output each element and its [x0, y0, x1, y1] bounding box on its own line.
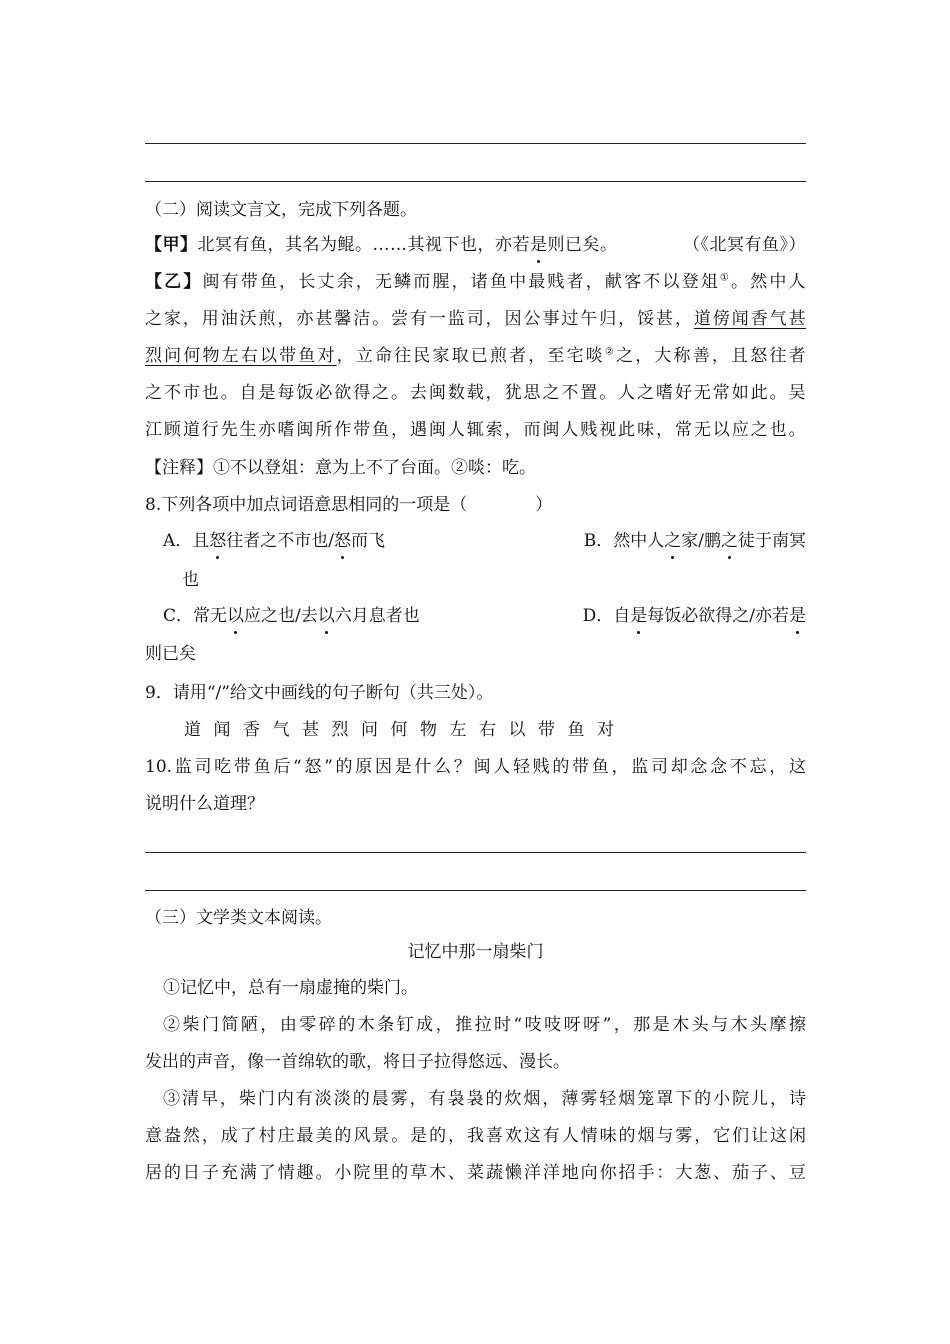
answer-line: [145, 181, 806, 182]
answer-line: [145, 852, 806, 853]
passage-yi-line: 【乙】闽有带鱼，长丈余，无鳞而腥，诸鱼中最贱者，献客不以登俎①。然中人: [145, 272, 807, 292]
underlined-sentence: 道傍闻香气甚: [693, 309, 807, 329]
option-d-wrap: 则已矣: [145, 644, 196, 664]
option-d: D．自是每饭必欲得之/亦若是: [582, 606, 806, 626]
question-8-stem: 8.下列各项中加点词语意思相同的一项是（ ）: [145, 495, 553, 515]
option-a: A．且怒往者之不市也/怒而飞: [163, 531, 386, 551]
paragraph-line: ②柴门简陋，由零碎的木条钉成，推拉时“吱吱呀呀”，那是木头与木头摩擦: [163, 1015, 806, 1035]
dotted-word: 是: [530, 235, 548, 255]
question-9-stem: 9．请用“/”给文中画线的句子断句（共三处）。: [145, 683, 494, 703]
paragraph-line: 居的日子充满了情趣。小院里的草木、菜蔬懒洋洋地向你招手：大葱、茄子、豆: [145, 1163, 806, 1183]
passage-tag: 【甲】: [145, 235, 198, 255]
question-10-line: 说明什么道理？: [145, 794, 264, 814]
annotation: 【注释】①不以登俎：意为上不了台面。②啖：吃。: [145, 458, 536, 478]
passage-yi-line: 之家，用油沃煎，亦甚馨洁。尝有一监司，因公事过午归，馁甚，道傍闻香气甚: [145, 309, 807, 329]
question-9-sentence: 道闻香气甚烈问何物左右以带鱼对: [184, 720, 627, 740]
option-c: C．常无以应之也/去以六月息者也: [163, 606, 420, 626]
paragraph-line: ③清早，柴门内有淡淡的晨雾，有袅袅的炊烟，薄雾轻烟笼罩下的小院儿，诗: [163, 1089, 806, 1109]
underlined-sentence: 烈问何物左右以带鱼对: [145, 346, 337, 366]
passage-yi-line: 之不市也。自是每饭必欲得之。去闽数载，犹思之不置。人之嗜好无常如此。吴: [145, 383, 806, 403]
article-title: 记忆中那一扇柴门: [407, 942, 544, 962]
passage-source: （《北冥有鱼》）: [683, 235, 806, 255]
section-heading: （二）阅读文言文，完成下列各题。: [145, 200, 417, 220]
answer-line: [145, 143, 806, 144]
passage-yi-line: 烈问何物左右以带鱼对，立命往民家取已煎者，至宅啖②之，大称善，且怒往者: [145, 346, 807, 366]
paragraph-line: ①记忆中，总有一扇虚掩的柴门。: [163, 978, 418, 998]
passage-tag: 【乙】: [145, 272, 203, 292]
footnote-mark: ②: [604, 346, 617, 358]
question-10-line: 10.监司吃带鱼后“怒”的原因是什么？闽人轻贱的带鱼，监司却念念不忘，这: [145, 757, 806, 777]
passage-yi-line: 江顾道行先生亦嗜闽所作带鱼，遇闽人辄索，而闽人贱视此味，常无以应之也。: [145, 420, 806, 440]
footnote-mark: ①: [719, 272, 732, 284]
paragraph-line: 意盎然，成了村庄最美的风景。是的，我喜欢这有人情味的烟与雾，它们让这闲: [145, 1126, 806, 1146]
option-b: B．然中人之家/鹏之徒于南冥: [583, 531, 806, 551]
option-b-wrap: 也: [182, 570, 199, 590]
passage-jia: 【甲】北冥有鱼，其名为鲲。……其视下也，亦若是则已矣。 （《北冥有鱼》）: [145, 235, 806, 255]
section-heading: （三）文学类文本阅读。: [145, 908, 332, 928]
paragraph-line: 发出的声音，像一首绵软的歌，将日子拉得悠远、漫长。: [145, 1052, 570, 1072]
answer-line: [145, 890, 806, 891]
